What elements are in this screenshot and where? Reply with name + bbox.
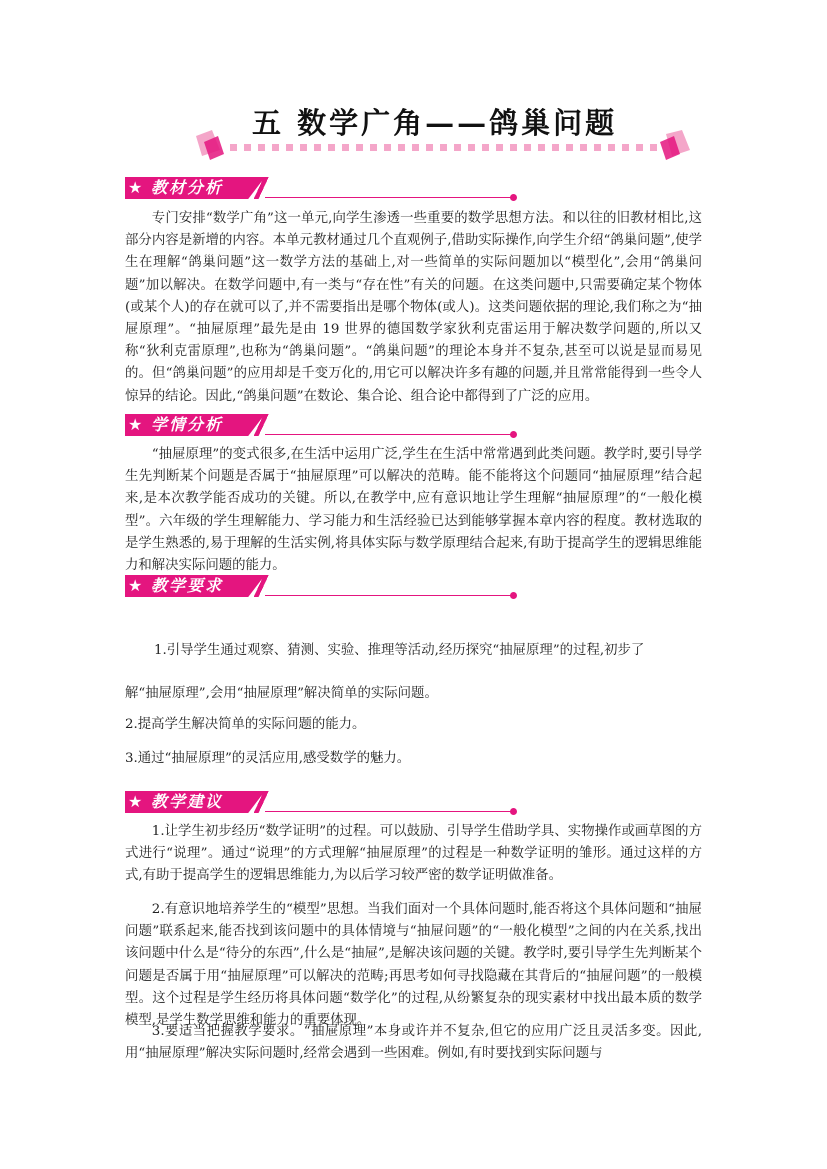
paragraph: 3.要适当把握教学要求。“抽屉原理”本身或许并不复杂,但它的应用广泛且灵活多变。因此,用“抽屉原理”解决实际问题时,经常会遇到一些困难。例如,有时要找到实际问题与	[125, 1024, 702, 1062]
star-icon: ★	[128, 178, 143, 197]
section-header-student-analysis	[125, 414, 425, 436]
section-heading: 教学建议	[151, 792, 224, 811]
paragraph: “抽屉原理”的变式很多,在生活中运用广泛,学生在生活中常常遇到此类问题。教学时,要引导学生先判断某个问题是否属于“抽屉原理”可以解决的范畴。能不能将这个问题同“抽屉原理”结合起来,是本次教学能否成功的关键。所以,在教学中,应有意识地让学生理解“抽屉原理”的“一般化模型”。六年级的学生理解能力、学习能力和生活经验已达到能够掌握本章内容的程度。教材选取的是学生熟悉的,易于理解的生活实例,将具体实际与数学原理结合起来,有助于提高学生的逻辑思维能力和解决实际问题的能力。	[125, 447, 702, 574]
paragraph: 1.让学生初步经历“数学证明”的过程。可以鼓励、引导学生借助学具、实物操作或画草图的方式进行“说理”。通过“说理”的方式理解“抽屉原理”的过程是一种数学证明的雏形。通过这样的方式,有助于提高学生的逻辑思维能力,为以后学习较严密的数学证明做准备。	[125, 824, 702, 884]
paragraph: 专门安排“数学广角”这一单元,向学生渗透一些重要的数学思想方法。和以往的旧教材相比,这部分内容是新增的内容。本单元教材通过几个直观例子,借助实际操作,向学生介绍“鸽巢问题”,使学生在理解“鸽巢问题”这一数学方法的基础上,对一些简单的实际问题加以“模型化”,会用“鸽巢问题”加以解决。在数学问题中,有一类与“存在性”有关的问题。在这类问题中,只需要确定某个物体(或某个人)的存在就可以了,并不需要指出是哪个物体(或人)。这类问题依据的理论,我们称之为“抽屉原理”。“抽屉原理”最先是由 19 世界的德国数学家狄利克雷运用于解决数学问题的,所以又称“狄利克雷原理”,也称为“鸽巢问题”。“鸽巢问题”的理论本身并不复杂,甚至可以说是显而易见的。但“鸽巢问题”的应用却是千变万化的,用它可以解决许多有趣的问题,并且常常能得到一些令人惊异的结论。因此,“鸽巢问题”在数论、集合论、组合论中都得到了广泛的应用。	[125, 211, 702, 404]
star-icon: ★	[128, 415, 143, 434]
star-icon: ★	[128, 792, 143, 811]
requirement-line: 2.提高学生解决简单的实际问题的能力。	[125, 717, 366, 732]
section-heading: 学情分析	[151, 415, 224, 434]
requirement-line: 3.通过“抽屉原理”的灵活应用,感受数学的魅力。	[125, 751, 411, 766]
star-icon: ★	[128, 576, 143, 595]
page-title: 五 数学广角——鸽巢问题	[252, 106, 618, 140]
section-heading: 教学要求	[151, 576, 224, 595]
title-decoration	[190, 128, 695, 162]
paragraph: 2.有意识地培养学生的“模型”思想。当我们面对一个具体问题时,能否将这个具体问题和“抽屉问题”联系起来,能否找到该问题中的具体情境与“抽屉问题”的“一般化模型”之间的内在关系,找出该问题中什么是“待分的东西”,什么是“抽屉”,是解决该问题的关键。教学时,要引导学生先判断某个问题是否属于用“抽屉原理”可以解决的范畴;再思考如何寻找隐藏在其背后的“抽屉问题”的一般模型。这个过程是学生经历将具体问题“数学化”的过程,从纷繁复杂的现实素材中找出最本质的数学模型,是学生数学思维和能力的重要体现。	[125, 902, 702, 1029]
section-header-teaching-requirements	[125, 575, 425, 597]
section-heading: 教材分析	[151, 178, 224, 197]
requirement-line: 解“抽屉原理”,会用“抽屉原理”解决简单的实际问题。	[125, 686, 438, 701]
section-header-textbook-analysis	[125, 177, 425, 199]
requirement-line: 1.引导学生通过观察、猜测、实验、推理等活动,经历探究“抽屉原理”的过程,初步了	[154, 643, 645, 658]
section-header-teaching-suggestions	[125, 791, 425, 813]
